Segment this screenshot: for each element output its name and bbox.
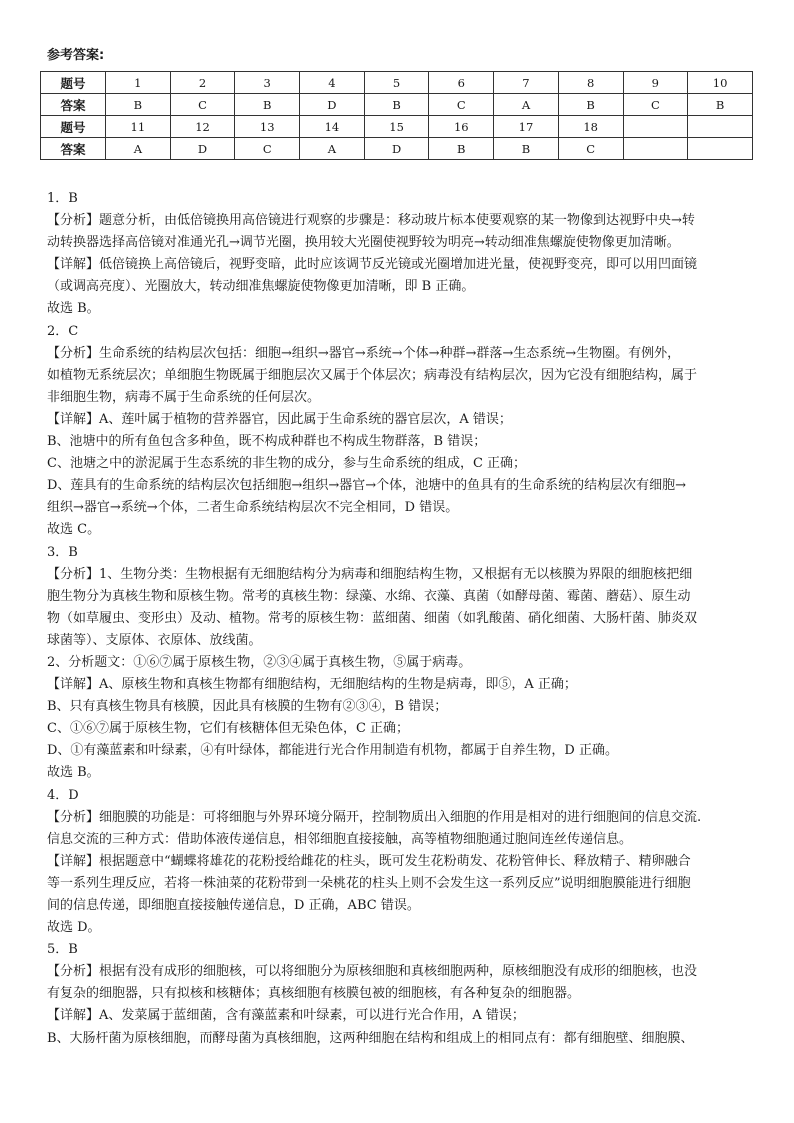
text-line: C、池塘之中的淤泥属于生态系统的非生物的成分，参与生命系统的组成，C 正确； bbox=[47, 456, 527, 472]
question-number: 2 bbox=[170, 72, 235, 94]
text-line: 间的信息传递，即细胞直接接触传递信息，D 正确，ABC 错误。 bbox=[47, 898, 420, 913]
table-row bbox=[41, 116, 753, 138]
text-line: 故选 D。 bbox=[47, 920, 101, 936]
answer-cell: D bbox=[170, 138, 235, 160]
answer-cell: D bbox=[300, 94, 365, 116]
question-number-line: 2．C bbox=[47, 323, 79, 339]
question-number-line: 1．B bbox=[47, 191, 78, 206]
text-line: 【详解】A、莲叶属于植物的营养器官，因此属于生命系统的器官层次，A 错误； bbox=[47, 411, 512, 427]
section-heading: 参考答案: bbox=[47, 48, 105, 63]
text-line: 物（如草履虫、变形虫）及动、植物。常考的原核生物：蓝细菌、细菌（如乳酸菌、硝化细菌、大肠杆菌、肺炎双 bbox=[47, 610, 698, 626]
question-number: 11 bbox=[106, 116, 171, 138]
question-number: 12 bbox=[170, 116, 235, 138]
answer-cell: B bbox=[429, 138, 494, 160]
text-line: 故选 B。 bbox=[47, 765, 100, 781]
answer-cell: B bbox=[106, 94, 171, 116]
text-line: B、只有真核生物具有核膜，因此具有核膜的生物有②③④，B 错误； bbox=[47, 699, 448, 715]
answer-cell: C bbox=[429, 94, 494, 116]
question-number: 3 bbox=[235, 72, 300, 94]
text-line: 【详解】根据题意中“蝴蝶将雄花的花粉授给雌花的柱头，既可发生花粉萌发、花粉管伸长、释放精子、精卵融合 bbox=[47, 853, 691, 869]
answer-cell: B bbox=[688, 94, 753, 116]
text-line: D、①有藻蓝素和叶绿素，④有叶绿体，都能进行光合作用制造有机物，都属于自养生物，D 正确。 bbox=[47, 743, 618, 759]
question-number: 6 bbox=[429, 72, 494, 94]
text-line: 【分析】题意分析，由低倍镜换用高倍镜进行观察的步骤是：移动玻片标本使要观察的某一物像到达视野中央→转 bbox=[47, 213, 695, 229]
answer-cell: B bbox=[558, 94, 623, 116]
question-number: 14 bbox=[300, 116, 365, 138]
text-line: 【分析】1、生物分类：生物根据有无细胞结构分为病毒和细胞结构生物，又根据有无以核膜为界限的细胞核把细 bbox=[47, 566, 693, 582]
text-line: 信息交流的三种方式：借助体液传递信息，相邻细胞直接接触，高等植物细胞通过胞间连丝传递信息。 bbox=[47, 831, 633, 847]
question-number bbox=[688, 116, 753, 138]
row-label: 答案 bbox=[41, 94, 106, 116]
row-label: 题号 bbox=[41, 116, 106, 138]
question-number: 15 bbox=[364, 116, 429, 138]
answer-cell: C bbox=[170, 94, 235, 116]
answer-cell: B bbox=[364, 94, 429, 116]
text-line: 2、分析题文：①⑥⑦属于原核生物，②③④属于真核生物，⑤属于病毒。 bbox=[47, 654, 472, 670]
explanation-body bbox=[47, 188, 763, 1050]
answer-cell: C bbox=[558, 138, 623, 160]
answer-cell: C bbox=[235, 138, 300, 160]
text-line: （或调高亮度）、光圈放大，转动细准焦螺旋使物像更加清晰，即 B 正确。 bbox=[47, 279, 475, 295]
table-row bbox=[41, 72, 753, 94]
question-number-line: 5．B bbox=[47, 942, 78, 958]
table-row bbox=[41, 138, 753, 160]
question-number: 8 bbox=[558, 72, 623, 94]
answer-cell bbox=[688, 138, 753, 160]
text-line: D、莲具有的生命系统的结构层次包括细胞→组织→器官→个体，池塘中的鱼具有的生命系统的结构层次有细胞→ bbox=[47, 478, 686, 494]
text-line: 组织→器官→系统→个体，二者生命系统结构层次不完全相同，D 错误。 bbox=[47, 500, 459, 516]
answer-table bbox=[40, 71, 753, 160]
text-line: 等一系列生理反应，若将一株油菜的花粉带到一朵桃花的柱头上则不会发生这一系列反应”说明细胞膜能进行细胞 bbox=[47, 875, 691, 891]
answer-cell: A bbox=[106, 138, 171, 160]
text-line: B、池塘中的所有鱼包含多种鱼，既不构成种群也不构成生物群落，B 错误； bbox=[47, 434, 487, 450]
row-label: 题号 bbox=[41, 72, 106, 94]
question-number: 9 bbox=[623, 72, 688, 94]
text-line: B、大肠杆菌为原核细胞，而酵母菌为真核细胞，这两种细胞在结构和组成上的相同点有：都有细胞壁、细胞膜、 bbox=[47, 1030, 694, 1046]
answer-cell: D bbox=[364, 138, 429, 160]
answer-cell bbox=[623, 138, 688, 160]
answer-cell: C bbox=[623, 94, 688, 116]
table-row bbox=[41, 94, 753, 116]
question-number bbox=[623, 116, 688, 138]
question-number: 17 bbox=[494, 116, 559, 138]
row-label: 答案 bbox=[41, 138, 106, 160]
text-line: 非细胞生物，病毒不属于生命系统的任何层次。 bbox=[47, 389, 321, 405]
text-line: 胞生物分为真核生物和原核生物。常考的真核生物：绿藻、水绵、衣藻、真菌（如酵母菌、霉菌、蘑菇）、原生动 bbox=[47, 588, 691, 604]
text-line: 如植物无系统层次；单细胞生物既属于细胞层次又属于个体层次；病毒没有结构层次，因为它没有细胞结构，属于 bbox=[47, 367, 698, 383]
question-number: 1 bbox=[106, 72, 171, 94]
text-line: 【分析】生命系统的结构层次包括：细胞→组织→器官→系统→个体→种群→群落→生态系统→生物圈。有例外， bbox=[47, 345, 681, 361]
answer-cell: B bbox=[235, 94, 300, 116]
question-number: 10 bbox=[688, 72, 753, 94]
question-number-line: 4．D bbox=[47, 787, 79, 803]
text-line: 【分析】根据有没有成形的细胞核，可以将细胞分为原核细胞和真核细胞两种，原核细胞没有成形的细胞核，也没 bbox=[47, 964, 698, 980]
answer-cell: A bbox=[494, 94, 559, 116]
text-line: 球菌等）、支原体、衣原体、放线菌。 bbox=[47, 632, 262, 648]
text-line: 【分析】细胞膜的功能是：可将细胞与外界环境分隔开，控制物质出入细胞的作用是相对的进行细胞间的信息交流. bbox=[47, 809, 702, 825]
text-line: 【详解】A、发菜属于蓝细菌，含有藻蓝素和叶绿素，可以进行光合作用，A 错误； bbox=[47, 1008, 525, 1024]
question-number: 7 bbox=[494, 72, 559, 94]
question-number: 4 bbox=[300, 72, 365, 94]
text-line: 故选 B。 bbox=[47, 301, 100, 317]
text-line: 【详解】A、原核生物和真核生物都有细胞结构，无细胞结构的生物是病毒，即⑤，A 正确； bbox=[47, 677, 577, 693]
text-line: 故选 C。 bbox=[47, 522, 101, 538]
question-number: 5 bbox=[364, 72, 429, 94]
answer-cell: B bbox=[494, 138, 559, 160]
text-line: 有复杂的细胞器，只有拟核和核糖体；真核细胞有核膜包被的细胞核，有各种复杂的细胞器。 bbox=[47, 986, 581, 1002]
text-line: 【详解】低倍镜换上高倍镜后，视野变暗，此时应该调节反光镜或光圈增加进光量，使视野变亮，即可以用凹面镜 bbox=[47, 257, 698, 273]
text-line: C、①⑥⑦属于原核生物，它们有核糖体但无染色体，C 正确； bbox=[47, 721, 410, 737]
answer-cell: A bbox=[300, 138, 365, 160]
question-number: 16 bbox=[429, 116, 494, 138]
question-number: 18 bbox=[558, 116, 623, 138]
question-number: 13 bbox=[235, 116, 300, 138]
text-line: 动转换器选择高倍镜对准通光孔→调节光圈，换用较大光圈使视野较为明亮→转动细准焦螺旋使物像更加清晰。 bbox=[47, 235, 680, 251]
question-number-line: 3．B bbox=[47, 544, 78, 560]
